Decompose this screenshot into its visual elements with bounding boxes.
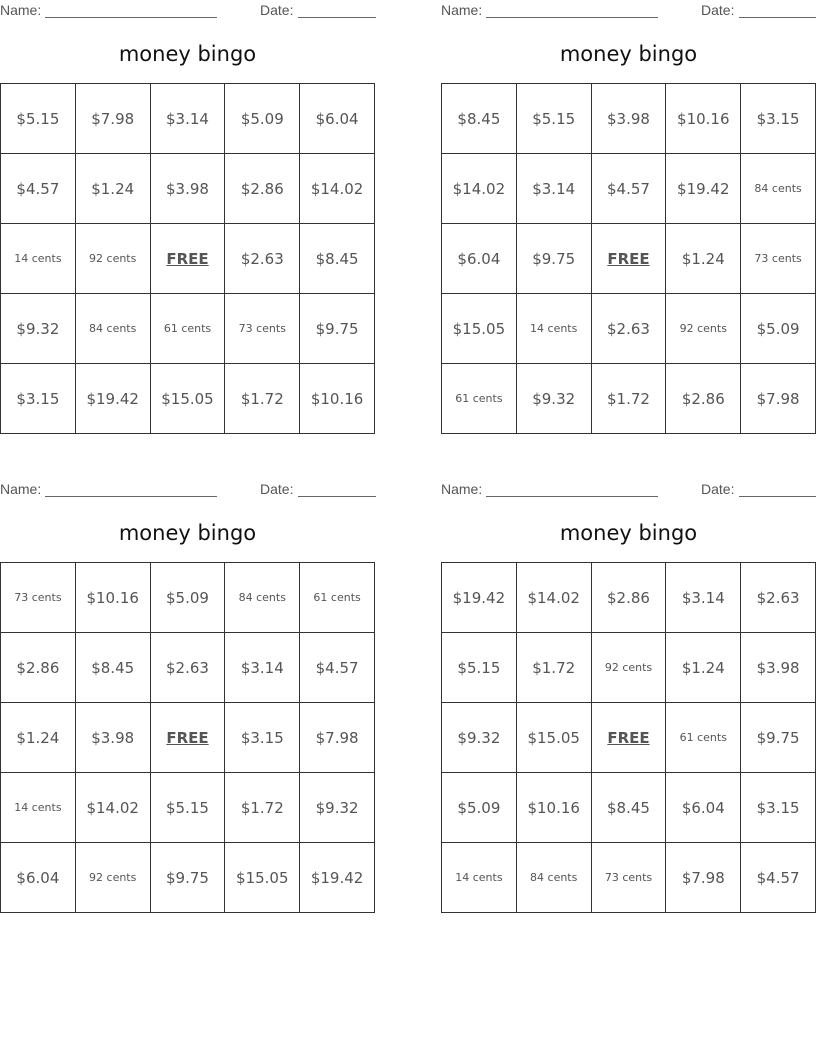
bingo-cell: $9.32 (1, 294, 76, 364)
bingo-cell: $14.02 (300, 154, 375, 224)
grid-row (442, 703, 816, 773)
bingo-cell: $5.15 (150, 773, 225, 843)
card-header (441, 481, 816, 499)
bingo-cell: $14.02 (75, 773, 150, 843)
bingo-cell: $10.16 (300, 364, 375, 434)
bingo-cell: $2.86 (1, 633, 76, 703)
date-label: Date: (701, 2, 735, 18)
bingo-cell: $9.32 (300, 773, 375, 843)
bingo-cell: 92 cents (666, 294, 741, 364)
bingo-cell: 92 cents (75, 843, 150, 913)
date-label: Date: (260, 481, 294, 497)
free-space-cell: FREE (591, 703, 666, 773)
bingo-grid (441, 562, 816, 913)
bingo-cell: 73 cents (591, 843, 666, 913)
bingo-cell: $7.98 (666, 843, 741, 913)
bingo-cell: $2.63 (741, 563, 816, 633)
bingo-cell: $15.05 (150, 364, 225, 434)
bingo-cell: $15.05 (516, 703, 591, 773)
bingo-cell: $14.02 (516, 563, 591, 633)
name-label: Name: (441, 481, 483, 497)
card-title: money bingo (559, 42, 698, 66)
bingo-cell: $3.98 (741, 633, 816, 703)
bingo-cell: $3.98 (75, 703, 150, 773)
bingo-cell: $9.32 (516, 364, 591, 434)
grid-row (1, 843, 375, 913)
bingo-cell: 84 cents (225, 563, 300, 633)
bingo-cell: $2.86 (225, 154, 300, 224)
bingo-cell: $1.24 (666, 224, 741, 294)
grid-row (442, 294, 816, 364)
bingo-cell: $4.57 (1, 154, 76, 224)
bingo-cell: 73 cents (741, 224, 816, 294)
bingo-cell: $5.15 (442, 633, 517, 703)
bingo-cell: $3.15 (1, 364, 76, 434)
free-space-cell: FREE (591, 224, 666, 294)
card-header (0, 2, 375, 20)
bingo-cell: $19.42 (442, 563, 517, 633)
name-label: Name: (441, 2, 483, 18)
bingo-cell: 84 cents (741, 154, 816, 224)
bingo-cell: $6.04 (1, 843, 76, 913)
bingo-cell: $3.14 (666, 563, 741, 633)
name-blank (486, 496, 658, 497)
grid-row (442, 843, 816, 913)
bingo-cell: $9.75 (300, 294, 375, 364)
bingo-cell: $5.15 (1, 84, 76, 154)
bingo-cell: $2.63 (150, 633, 225, 703)
bingo-cell: 61 cents (666, 703, 741, 773)
bingo-cell: 73 cents (225, 294, 300, 364)
bingo-cell: $1.72 (516, 633, 591, 703)
name-blank (486, 17, 658, 18)
bingo-card-3 (0, 479, 375, 914)
bingo-grid (0, 562, 375, 913)
bingo-cell: $19.42 (300, 843, 375, 913)
bingo-cell: $15.05 (225, 843, 300, 913)
bingo-cell: 61 cents (442, 364, 517, 434)
bingo-cell: $19.42 (75, 364, 150, 434)
grid-row (442, 84, 816, 154)
name-label: Name: (0, 2, 42, 18)
bingo-cell: 84 cents (75, 294, 150, 364)
bingo-cell: $1.72 (225, 773, 300, 843)
bingo-cell: $5.09 (442, 773, 517, 843)
bingo-cell: $3.98 (591, 84, 666, 154)
grid-row (1, 224, 375, 294)
bingo-cell: $7.98 (300, 703, 375, 773)
bingo-cell: $1.72 (591, 364, 666, 434)
free-space-cell: FREE (150, 224, 225, 294)
grid-row (1, 773, 375, 843)
grid-row (1, 84, 375, 154)
grid-row (442, 563, 816, 633)
bingo-grid (441, 83, 816, 434)
bingo-cell: $10.16 (666, 84, 741, 154)
card-title: money bingo (559, 521, 698, 545)
bingo-cell: $3.15 (225, 703, 300, 773)
bingo-cell: $6.04 (442, 224, 517, 294)
bingo-cell: $1.72 (225, 364, 300, 434)
bingo-cell: $4.57 (741, 843, 816, 913)
grid-row (1, 364, 375, 434)
date-blank (739, 17, 816, 18)
bingo-cell: $9.32 (442, 703, 517, 773)
date-blank (298, 17, 376, 18)
bingo-cell: $3.14 (516, 154, 591, 224)
name-blank (45, 17, 217, 18)
bingo-cell: 14 cents (1, 224, 76, 294)
bingo-cell: 14 cents (442, 843, 517, 913)
bingo-cell: $1.24 (1, 703, 76, 773)
bingo-cell: 92 cents (591, 633, 666, 703)
bingo-cell: 14 cents (1, 773, 76, 843)
bingo-cell: $9.75 (741, 703, 816, 773)
bingo-cell: $5.09 (741, 294, 816, 364)
bingo-cell: $9.75 (516, 224, 591, 294)
bingo-cell: 92 cents (75, 224, 150, 294)
bingo-cell: $3.14 (150, 84, 225, 154)
free-space-cell: FREE (150, 703, 225, 773)
bingo-cell: $6.04 (300, 84, 375, 154)
bingo-cell: $3.98 (150, 154, 225, 224)
bingo-cell: $8.45 (591, 773, 666, 843)
bingo-cell: 73 cents (1, 563, 76, 633)
bingo-cell: 84 cents (516, 843, 591, 913)
bingo-cell: $4.57 (300, 633, 375, 703)
bingo-cell: $15.05 (442, 294, 517, 364)
bingo-cell: $5.15 (516, 84, 591, 154)
grid-row (1, 633, 375, 703)
bingo-cell: $6.04 (666, 773, 741, 843)
grid-row (1, 154, 375, 224)
bingo-cell: $5.09 (225, 84, 300, 154)
bingo-card-2 (441, 0, 816, 435)
grid-row (442, 224, 816, 294)
bingo-cell: $19.42 (666, 154, 741, 224)
grid-row (442, 773, 816, 843)
bingo-cell: $5.09 (150, 563, 225, 633)
bingo-cell: $7.98 (75, 84, 150, 154)
card-header (0, 481, 375, 499)
bingo-cell: $4.57 (591, 154, 666, 224)
bingo-cell: $2.63 (591, 294, 666, 364)
bingo-cell: $8.45 (442, 84, 517, 154)
card-header (441, 2, 816, 20)
bingo-cell: $7.98 (741, 364, 816, 434)
date-label: Date: (701, 481, 735, 497)
date-blank (298, 496, 376, 497)
bingo-cell: $1.24 (666, 633, 741, 703)
name-label: Name: (0, 481, 42, 497)
name-blank (45, 496, 217, 497)
card-title: money bingo (118, 42, 257, 66)
bingo-cell: $8.45 (300, 224, 375, 294)
bingo-grid (0, 83, 375, 434)
grid-row (1, 703, 375, 773)
bingo-cell: 61 cents (300, 563, 375, 633)
bingo-cell: $9.75 (150, 843, 225, 913)
bingo-cell: $2.86 (666, 364, 741, 434)
bingo-cell: $10.16 (516, 773, 591, 843)
date-label: Date: (260, 2, 294, 18)
grid-row (442, 633, 816, 703)
bingo-cell: $14.02 (442, 154, 517, 224)
bingo-card-1 (0, 0, 375, 435)
bingo-cell: $3.15 (741, 84, 816, 154)
card-title: money bingo (118, 521, 257, 545)
bingo-cell: $1.24 (75, 154, 150, 224)
bingo-cell: $3.14 (225, 633, 300, 703)
bingo-cell: $2.63 (225, 224, 300, 294)
date-blank (739, 496, 816, 497)
bingo-cell: $2.86 (591, 563, 666, 633)
grid-row (1, 294, 375, 364)
bingo-cell: 14 cents (516, 294, 591, 364)
bingo-card-4 (441, 479, 816, 914)
bingo-cell: $10.16 (75, 563, 150, 633)
grid-row (1, 563, 375, 633)
bingo-cell: $8.45 (75, 633, 150, 703)
grid-row (442, 154, 816, 224)
bingo-cell: 61 cents (150, 294, 225, 364)
bingo-cell: $3.15 (741, 773, 816, 843)
grid-row (442, 364, 816, 434)
